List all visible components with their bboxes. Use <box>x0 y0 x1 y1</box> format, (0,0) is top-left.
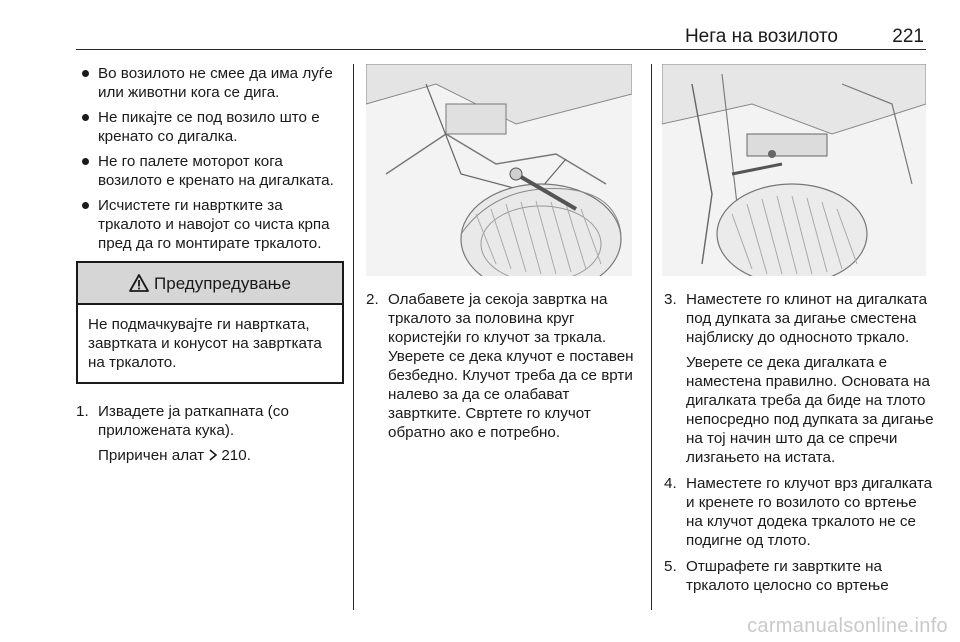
bullet-item <box>76 64 344 102</box>
header-rule <box>76 49 926 50</box>
page-reference-icon <box>208 449 218 461</box>
bullet-item <box>76 152 344 190</box>
bullet-text: Не го палете моторот кога возилото е кренато на дигалката. <box>98 153 334 189</box>
warning-triangle-icon <box>129 274 149 292</box>
bullet-item <box>76 108 344 146</box>
column-3 <box>664 290 934 602</box>
step-item <box>664 474 934 550</box>
steps-list <box>76 402 344 465</box>
step-subtext <box>98 446 344 465</box>
step-item <box>366 290 640 442</box>
page-title: Нега на возилото <box>684 26 838 47</box>
bullet-text: Во возилото не смее да има луѓе или животни кога се дига. <box>98 65 333 101</box>
wheel-nut-illustration <box>366 64 632 276</box>
step-item <box>664 290 934 467</box>
step-number: 4. <box>664 475 677 492</box>
step-text: Олабавете ја секоја завртка на тркалото за половина круг користејќи го клучот за тркала. Уверете се дека клучот е поставен безбедно. Клучот треба да се врти налево за да се олабават завртките. Свртете го клучот обратно ако е потребно. <box>388 291 634 441</box>
bullet-item <box>76 196 344 253</box>
step-number: 2. <box>366 291 379 308</box>
step-item <box>76 402 344 465</box>
warning-box <box>76 261 344 384</box>
column-2 <box>366 290 640 449</box>
steps-list <box>664 290 934 595</box>
page-reference[interactable]: 210. <box>221 447 251 464</box>
step-number: 5. <box>664 558 677 575</box>
bullet-icon <box>82 158 89 165</box>
warning-text: Не подмачкувајте ги навртката, завртката и конусот на завртката на тркалото. <box>88 316 322 371</box>
column-divider-left <box>353 64 354 610</box>
jack-position-illustration <box>662 64 926 276</box>
warning-header <box>78 263 342 305</box>
jack-position-figure <box>662 64 926 276</box>
step-text: Извадете ја раткапната (со приложената кука). <box>98 403 289 439</box>
step-text: Отшрафете ги завртките на тркалото целосно со вртење <box>686 558 889 594</box>
watermark: carmanualsonline.info <box>747 615 948 637</box>
step-text: Наместете го клучот врз дигалката и кренете го возилото со вртење на клучот додека тркалото не се подигне од тлото. <box>686 475 933 549</box>
step-item <box>664 557 934 595</box>
bullet-text: Исчистете ги навртките за тркалото и навојот со чиста крпа пред да го монтирате тркалото. <box>98 197 330 252</box>
column-1 <box>76 64 344 472</box>
bullet-icon <box>82 114 89 121</box>
step-number: 1. <box>76 403 89 420</box>
page-number: 221 <box>892 26 924 47</box>
tool-reference-label: Приричен алат <box>98 447 205 464</box>
bullet-icon <box>82 70 89 77</box>
step-text: Наместете го клинот на дигалката под дупката за дигање сместена најблиску до односното тркало. <box>686 291 928 346</box>
page-header <box>76 0 926 50</box>
step-number: 3. <box>664 291 677 308</box>
column-divider-right <box>651 64 652 610</box>
safety-bullet-list <box>76 64 344 253</box>
steps-list <box>366 290 640 442</box>
wheel-nut-figure <box>366 64 632 276</box>
bullet-text: Не пикајте се под возило што е кренато со дигалка. <box>98 109 320 145</box>
step-subtext: Уверете се дека дигалката е наместена правилно. Основата на дигалката треба да биде на тлото непосредно под дупката за дигање на тој начин што да се спречи лизгањето на истата. <box>686 354 934 466</box>
bullet-icon <box>82 202 89 209</box>
warning-title: Предупредување <box>154 273 291 293</box>
